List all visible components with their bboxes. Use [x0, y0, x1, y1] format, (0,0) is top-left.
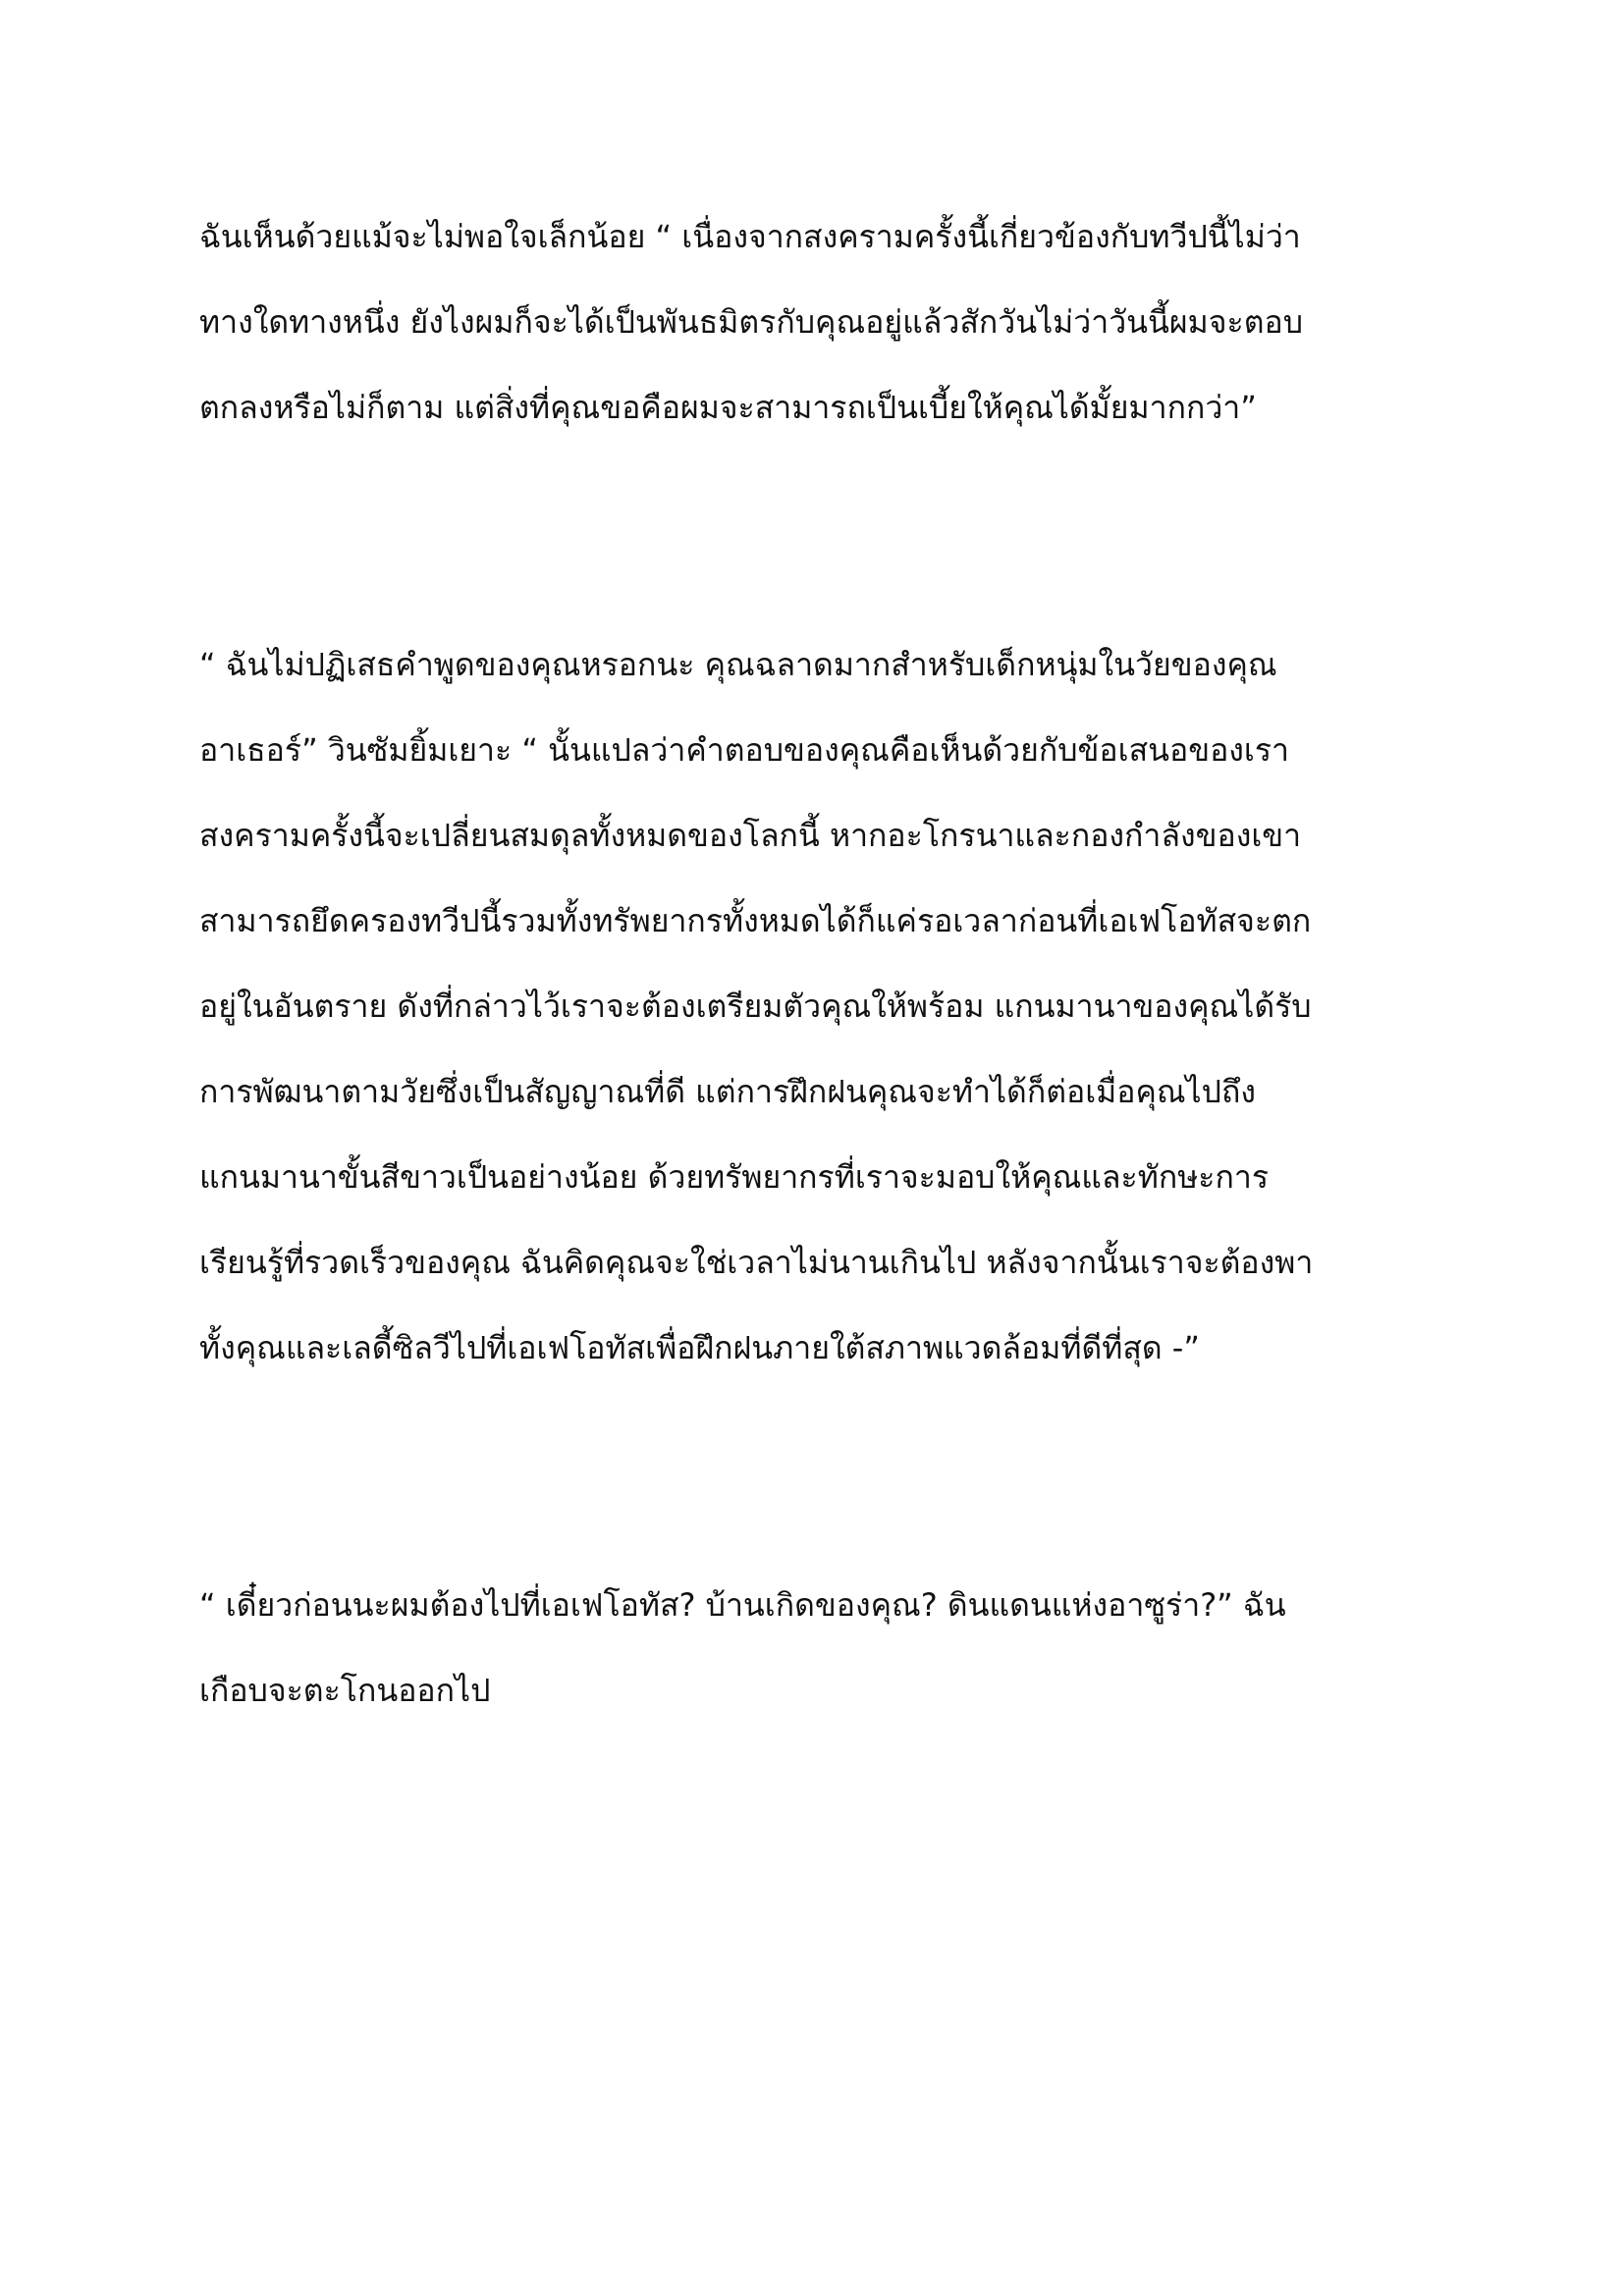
body-text — [199, 202, 1436, 1741]
text-line: “ ฉันไม่ปฏิเสธคำพูดของคุณหรอกนะ คุณฉลาดมากสำหรับเด็กหนุ่มในวัยของคุณ — [199, 646, 1277, 683]
text-line: สงครามครั้งนี้จะเปลี่ยนสมดุลทั้งหมดของโลกนี้ หากอะโกรนาและกองกำลังของเขา — [199, 817, 1302, 854]
text-line: เกือบจะตะโกนออกไป — [199, 1672, 491, 1709]
text-line: เรียนรู้ที่รวดเร็วของคุณ ฉันคิดคุณจะใช่เวลาไม่นานเกินไป หลังจากนั้นเราจะต้องพา — [199, 1244, 1314, 1281]
text-line: อาเธอร์” วินซัมยิ้มเยาะ “ นั้นแปลว่าคำตอบของคุณคือเห็นด้วยกับข้อเสนอของเรา — [199, 731, 1289, 769]
text-line: ทางใดทางหนึ่ง ยังไงผมก็จะได้เป็นพันธมิตรกับคุณอยู่แล้วสักวันไม่ว่าวันนี้ผมจะตอบ — [199, 303, 1303, 341]
text-line: ฉันเห็นด้วยแม้จะไม่พอใจเล็กน้อย “ เนื่องจากสงครามครั้งนี้เกี่ยวข้องกับทวีปนี้ไม่ว่า — [199, 218, 1301, 255]
text-line: สามารถยึดครองทวีปนี้รวมทั้งทรัพยากรทั้งหมดได้ก็แค่รอเวลาก่อนที่เอเฟโอทัสจะตก — [199, 902, 1312, 939]
paragraph-1 — [199, 202, 1436, 458]
text-line: แกนมานาขั้นสีขาวเป็นอย่างน้อย ด้วยทรัพยากรที่เราจะมอบให้คุณและทักษะการ — [199, 1158, 1269, 1196]
text-line: “ เดี๋ยวก่อนนะผมต้องไปที่เอเฟโอทัส? บ้านเกิดของคุณ? ดินแดนแห่งอาซูร่า?” ฉัน — [199, 1586, 1286, 1624]
text-line: ตกลงหรือไม่ก็ตาม แต่สิ่งที่คุณขอคือผมจะสามารถเป็นเบี้ยให้คุณได้มั้ยมากกว่า” — [199, 389, 1257, 426]
paragraph-2 — [199, 630, 1436, 1399]
text-line: อยู่ในอันตราย ดังที่กล่าวไว้เราจะต้องเตรียมตัวคุณให้พร้อม แกนมานาของคุณได้รับ — [199, 988, 1312, 1025]
text-line: ทั้งคุณและเลดี้ซิลวีไปที่เอเฟโอทัสเพื่อฝึกฝนภายใต้สภาพแวดล้อมที่ดีที่สุด -” — [199, 1329, 1200, 1366]
text-line: การพัฒนาตามวัยซึ่งเป็นสัญญาณที่ดี แต่การฝึกฝนคุณจะทำได้ก็ต่อเมื่อคุณไปถึง — [199, 1073, 1256, 1110]
paragraph-3 — [199, 1571, 1436, 1741]
